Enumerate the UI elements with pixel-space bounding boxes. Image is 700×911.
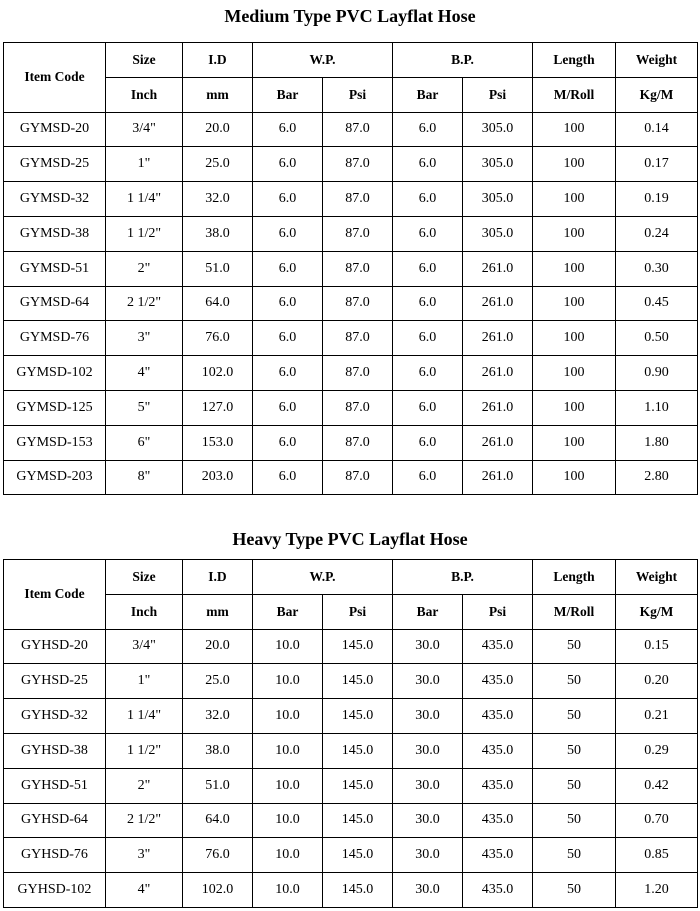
item-code-cell: GYMSD-125 bbox=[4, 390, 106, 425]
wp-bar-cell: 6.0 bbox=[253, 112, 323, 147]
wp-psi-cell: 145.0 bbox=[323, 629, 393, 664]
length-cell: 100 bbox=[533, 147, 616, 182]
bp-psi-cell: 435.0 bbox=[463, 838, 533, 873]
medium-hose-title: Medium Type PVC Layflat Hose bbox=[224, 6, 476, 26]
header-item-code: Item Code bbox=[4, 43, 106, 113]
item-code-cell: GYHSD-64 bbox=[4, 803, 106, 838]
weight-cell: 0.21 bbox=[616, 699, 698, 734]
unit-bp-psi: Psi bbox=[463, 77, 533, 112]
id-mm-cell: 51.0 bbox=[183, 251, 253, 286]
bp-psi-cell: 305.0 bbox=[463, 216, 533, 251]
unit-inch: Inch bbox=[106, 594, 183, 629]
id-mm-cell: 38.0 bbox=[183, 216, 253, 251]
header-wp: W.P. bbox=[253, 560, 393, 595]
id-mm-cell: 203.0 bbox=[183, 460, 253, 495]
id-mm-cell: 127.0 bbox=[183, 390, 253, 425]
wp-bar-cell: 6.0 bbox=[253, 390, 323, 425]
wp-psi-cell: 87.0 bbox=[323, 147, 393, 182]
wp-bar-cell: 6.0 bbox=[253, 147, 323, 182]
table-row bbox=[4, 768, 698, 803]
wp-psi-cell: 87.0 bbox=[323, 251, 393, 286]
weight-cell: 0.17 bbox=[616, 147, 698, 182]
size-inch-cell: 1 1/4" bbox=[106, 182, 183, 217]
header-length: Length bbox=[533, 43, 616, 78]
bp-bar-cell: 30.0 bbox=[393, 699, 463, 734]
item-code-cell: GYHSD-25 bbox=[4, 664, 106, 699]
header-id: I.D bbox=[183, 560, 253, 595]
wp-psi-cell: 145.0 bbox=[323, 733, 393, 768]
bp-bar-cell: 30.0 bbox=[393, 768, 463, 803]
length-cell: 50 bbox=[533, 838, 616, 873]
weight-cell: 0.24 bbox=[616, 216, 698, 251]
size-inch-cell: 1 1/2" bbox=[106, 733, 183, 768]
heavy-hose-title: Heavy Type PVC Layflat Hose bbox=[232, 529, 468, 549]
unit-mm: mm bbox=[183, 77, 253, 112]
id-mm-cell: 32.0 bbox=[183, 182, 253, 217]
table-row bbox=[4, 112, 698, 147]
item-code-cell: GYHSD-20 bbox=[4, 629, 106, 664]
wp-bar-cell: 10.0 bbox=[253, 629, 323, 664]
bp-bar-cell: 6.0 bbox=[393, 112, 463, 147]
id-mm-cell: 38.0 bbox=[183, 733, 253, 768]
item-code-cell: GYMSD-76 bbox=[4, 321, 106, 356]
size-inch-cell: 4" bbox=[106, 356, 183, 391]
wp-psi-cell: 87.0 bbox=[323, 321, 393, 356]
header-size: Size bbox=[106, 560, 183, 595]
unit-kg-m: Kg/M bbox=[616, 77, 698, 112]
item-code-cell: GYMSD-102 bbox=[4, 356, 106, 391]
bp-psi-cell: 435.0 bbox=[463, 768, 533, 803]
table-row bbox=[4, 216, 698, 251]
table-row bbox=[4, 356, 698, 391]
wp-psi-cell: 87.0 bbox=[323, 390, 393, 425]
wp-psi-cell: 87.0 bbox=[323, 216, 393, 251]
weight-cell: 0.45 bbox=[616, 286, 698, 321]
item-code-cell: GYHSD-51 bbox=[4, 768, 106, 803]
weight-cell: 0.19 bbox=[616, 182, 698, 217]
header-weight: Weight bbox=[616, 43, 698, 78]
size-inch-cell: 5" bbox=[106, 390, 183, 425]
id-mm-cell: 20.0 bbox=[183, 112, 253, 147]
bp-psi-cell: 261.0 bbox=[463, 251, 533, 286]
size-inch-cell: 1" bbox=[106, 147, 183, 182]
bp-psi-cell: 261.0 bbox=[463, 425, 533, 460]
header-wp: W.P. bbox=[253, 43, 393, 78]
item-code-cell: GYHSD-102 bbox=[4, 873, 106, 908]
wp-psi-cell: 87.0 bbox=[323, 182, 393, 217]
table-row bbox=[4, 664, 698, 699]
unit-row bbox=[4, 594, 698, 629]
table-row bbox=[4, 699, 698, 734]
header-length: Length bbox=[533, 560, 616, 595]
length-cell: 50 bbox=[533, 733, 616, 768]
unit-wp-psi: Psi bbox=[323, 77, 393, 112]
heavy-hose-table bbox=[3, 559, 698, 908]
unit-wp-bar: Bar bbox=[253, 594, 323, 629]
wp-psi-cell: 145.0 bbox=[323, 803, 393, 838]
length-cell: 100 bbox=[533, 390, 616, 425]
id-mm-cell: 64.0 bbox=[183, 286, 253, 321]
bp-bar-cell: 6.0 bbox=[393, 216, 463, 251]
header-size: Size bbox=[106, 43, 183, 78]
unit-bp-psi: Psi bbox=[463, 594, 533, 629]
wp-bar-cell: 6.0 bbox=[253, 251, 323, 286]
length-cell: 50 bbox=[533, 768, 616, 803]
item-code-cell: GYHSD-38 bbox=[4, 733, 106, 768]
wp-psi-cell: 145.0 bbox=[323, 768, 393, 803]
size-inch-cell: 1 1/2" bbox=[106, 216, 183, 251]
wp-bar-cell: 6.0 bbox=[253, 356, 323, 391]
bp-bar-cell: 6.0 bbox=[393, 182, 463, 217]
size-inch-cell: 2" bbox=[106, 768, 183, 803]
wp-bar-cell: 6.0 bbox=[253, 321, 323, 356]
length-cell: 50 bbox=[533, 873, 616, 908]
header-item-code: Item Code bbox=[4, 560, 106, 630]
item-code-cell: GYMSD-20 bbox=[4, 112, 106, 147]
length-cell: 100 bbox=[533, 251, 616, 286]
size-inch-cell: 3/4" bbox=[106, 629, 183, 664]
size-inch-cell: 3" bbox=[106, 838, 183, 873]
unit-m-roll: M/Roll bbox=[533, 594, 616, 629]
bp-bar-cell: 6.0 bbox=[393, 286, 463, 321]
wp-bar-cell: 6.0 bbox=[253, 216, 323, 251]
table-row bbox=[4, 321, 698, 356]
wp-psi-cell: 87.0 bbox=[323, 356, 393, 391]
medium-hose-table bbox=[3, 42, 698, 495]
weight-cell: 1.80 bbox=[616, 425, 698, 460]
wp-bar-cell: 6.0 bbox=[253, 182, 323, 217]
table-row bbox=[4, 873, 698, 908]
weight-cell: 0.20 bbox=[616, 664, 698, 699]
wp-bar-cell: 10.0 bbox=[253, 733, 323, 768]
bp-bar-cell: 6.0 bbox=[393, 321, 463, 356]
id-mm-cell: 64.0 bbox=[183, 803, 253, 838]
item-code-cell: GYMSD-32 bbox=[4, 182, 106, 217]
header-bp: B.P. bbox=[393, 560, 533, 595]
id-mm-cell: 102.0 bbox=[183, 873, 253, 908]
weight-cell: 0.14 bbox=[616, 112, 698, 147]
length-cell: 100 bbox=[533, 216, 616, 251]
header-row bbox=[4, 43, 698, 78]
weight-cell: 0.15 bbox=[616, 629, 698, 664]
bp-psi-cell: 435.0 bbox=[463, 873, 533, 908]
wp-psi-cell: 145.0 bbox=[323, 838, 393, 873]
wp-psi-cell: 87.0 bbox=[323, 112, 393, 147]
id-mm-cell: 153.0 bbox=[183, 425, 253, 460]
item-code-cell: GYMSD-25 bbox=[4, 147, 106, 182]
table-row bbox=[4, 147, 698, 182]
id-mm-cell: 20.0 bbox=[183, 629, 253, 664]
wp-psi-cell: 87.0 bbox=[323, 425, 393, 460]
length-cell: 50 bbox=[533, 699, 616, 734]
table-row bbox=[4, 460, 698, 495]
header-weight: Weight bbox=[616, 560, 698, 595]
bp-psi-cell: 305.0 bbox=[463, 182, 533, 217]
table-row bbox=[4, 182, 698, 217]
item-code-cell: GYMSD-51 bbox=[4, 251, 106, 286]
wp-bar-cell: 10.0 bbox=[253, 699, 323, 734]
length-cell: 50 bbox=[533, 629, 616, 664]
weight-cell: 0.29 bbox=[616, 733, 698, 768]
wp-bar-cell: 10.0 bbox=[253, 664, 323, 699]
wp-psi-cell: 145.0 bbox=[323, 873, 393, 908]
wp-bar-cell: 10.0 bbox=[253, 838, 323, 873]
bp-bar-cell: 30.0 bbox=[393, 803, 463, 838]
id-mm-cell: 25.0 bbox=[183, 664, 253, 699]
bp-bar-cell: 30.0 bbox=[393, 664, 463, 699]
table-row bbox=[4, 629, 698, 664]
item-code-cell: GYMSD-203 bbox=[4, 460, 106, 495]
bp-bar-cell: 6.0 bbox=[393, 251, 463, 286]
id-mm-cell: 32.0 bbox=[183, 699, 253, 734]
bp-bar-cell: 6.0 bbox=[393, 460, 463, 495]
size-inch-cell: 1" bbox=[106, 664, 183, 699]
id-mm-cell: 102.0 bbox=[183, 356, 253, 391]
bp-psi-cell: 305.0 bbox=[463, 147, 533, 182]
weight-cell: 1.20 bbox=[616, 873, 698, 908]
length-cell: 100 bbox=[533, 112, 616, 147]
size-inch-cell: 3/4" bbox=[106, 112, 183, 147]
unit-wp-psi: Psi bbox=[323, 594, 393, 629]
header-id: I.D bbox=[183, 43, 253, 78]
bp-psi-cell: 261.0 bbox=[463, 321, 533, 356]
bp-psi-cell: 435.0 bbox=[463, 664, 533, 699]
weight-cell: 0.50 bbox=[616, 321, 698, 356]
length-cell: 100 bbox=[533, 356, 616, 391]
header-row bbox=[4, 560, 698, 595]
length-cell: 100 bbox=[533, 425, 616, 460]
bp-psi-cell: 261.0 bbox=[463, 286, 533, 321]
item-code-cell: GYMSD-153 bbox=[4, 425, 106, 460]
weight-cell: 1.10 bbox=[616, 390, 698, 425]
size-inch-cell: 8" bbox=[106, 460, 183, 495]
table-row bbox=[4, 251, 698, 286]
wp-psi-cell: 145.0 bbox=[323, 699, 393, 734]
unit-row bbox=[4, 77, 698, 112]
weight-cell: 0.42 bbox=[616, 768, 698, 803]
wp-psi-cell: 87.0 bbox=[323, 286, 393, 321]
item-code-cell: GYMSD-38 bbox=[4, 216, 106, 251]
id-mm-cell: 76.0 bbox=[183, 838, 253, 873]
unit-kg-m: Kg/M bbox=[616, 594, 698, 629]
weight-cell: 0.30 bbox=[616, 251, 698, 286]
header-bp: B.P. bbox=[393, 43, 533, 78]
weight-cell: 0.70 bbox=[616, 803, 698, 838]
wp-bar-cell: 6.0 bbox=[253, 286, 323, 321]
id-mm-cell: 51.0 bbox=[183, 768, 253, 803]
bp-bar-cell: 30.0 bbox=[393, 733, 463, 768]
bp-bar-cell: 6.0 bbox=[393, 390, 463, 425]
wp-bar-cell: 6.0 bbox=[253, 460, 323, 495]
size-inch-cell: 3" bbox=[106, 321, 183, 356]
unit-inch: Inch bbox=[106, 77, 183, 112]
weight-cell: 0.85 bbox=[616, 838, 698, 873]
id-mm-cell: 76.0 bbox=[183, 321, 253, 356]
bp-bar-cell: 6.0 bbox=[393, 425, 463, 460]
bp-psi-cell: 261.0 bbox=[463, 390, 533, 425]
bp-psi-cell: 435.0 bbox=[463, 733, 533, 768]
wp-bar-cell: 10.0 bbox=[253, 873, 323, 908]
table-row bbox=[4, 733, 698, 768]
length-cell: 50 bbox=[533, 803, 616, 838]
wp-bar-cell: 10.0 bbox=[253, 768, 323, 803]
wp-psi-cell: 145.0 bbox=[323, 664, 393, 699]
bp-bar-cell: 30.0 bbox=[393, 629, 463, 664]
id-mm-cell: 25.0 bbox=[183, 147, 253, 182]
table-row bbox=[4, 803, 698, 838]
item-code-cell: GYHSD-32 bbox=[4, 699, 106, 734]
size-inch-cell: 1 1/4" bbox=[106, 699, 183, 734]
item-code-cell: GYHSD-76 bbox=[4, 838, 106, 873]
unit-mm: mm bbox=[183, 594, 253, 629]
item-code-cell: GYMSD-64 bbox=[4, 286, 106, 321]
table-row bbox=[4, 390, 698, 425]
length-cell: 100 bbox=[533, 182, 616, 217]
unit-m-roll: M/Roll bbox=[533, 77, 616, 112]
bp-psi-cell: 435.0 bbox=[463, 699, 533, 734]
size-inch-cell: 2" bbox=[106, 251, 183, 286]
length-cell: 100 bbox=[533, 321, 616, 356]
length-cell: 100 bbox=[533, 460, 616, 495]
bp-bar-cell: 6.0 bbox=[393, 147, 463, 182]
bp-psi-cell: 261.0 bbox=[463, 356, 533, 391]
bp-psi-cell: 435.0 bbox=[463, 803, 533, 838]
wp-psi-cell: 87.0 bbox=[323, 460, 393, 495]
bp-bar-cell: 6.0 bbox=[393, 356, 463, 391]
weight-cell: 0.90 bbox=[616, 356, 698, 391]
bp-bar-cell: 30.0 bbox=[393, 873, 463, 908]
weight-cell: 2.80 bbox=[616, 460, 698, 495]
size-inch-cell: 6" bbox=[106, 425, 183, 460]
unit-bp-bar: Bar bbox=[393, 594, 463, 629]
bp-psi-cell: 305.0 bbox=[463, 112, 533, 147]
length-cell: 50 bbox=[533, 664, 616, 699]
bp-psi-cell: 435.0 bbox=[463, 629, 533, 664]
table-row bbox=[4, 838, 698, 873]
size-inch-cell: 2 1/2" bbox=[106, 286, 183, 321]
size-inch-cell: 4" bbox=[106, 873, 183, 908]
unit-bp-bar: Bar bbox=[393, 77, 463, 112]
size-inch-cell: 2 1/2" bbox=[106, 803, 183, 838]
wp-bar-cell: 6.0 bbox=[253, 425, 323, 460]
bp-psi-cell: 261.0 bbox=[463, 460, 533, 495]
length-cell: 100 bbox=[533, 286, 616, 321]
wp-bar-cell: 10.0 bbox=[253, 803, 323, 838]
bp-bar-cell: 30.0 bbox=[393, 838, 463, 873]
table-row bbox=[4, 425, 698, 460]
unit-wp-bar: Bar bbox=[253, 77, 323, 112]
table-row bbox=[4, 286, 698, 321]
